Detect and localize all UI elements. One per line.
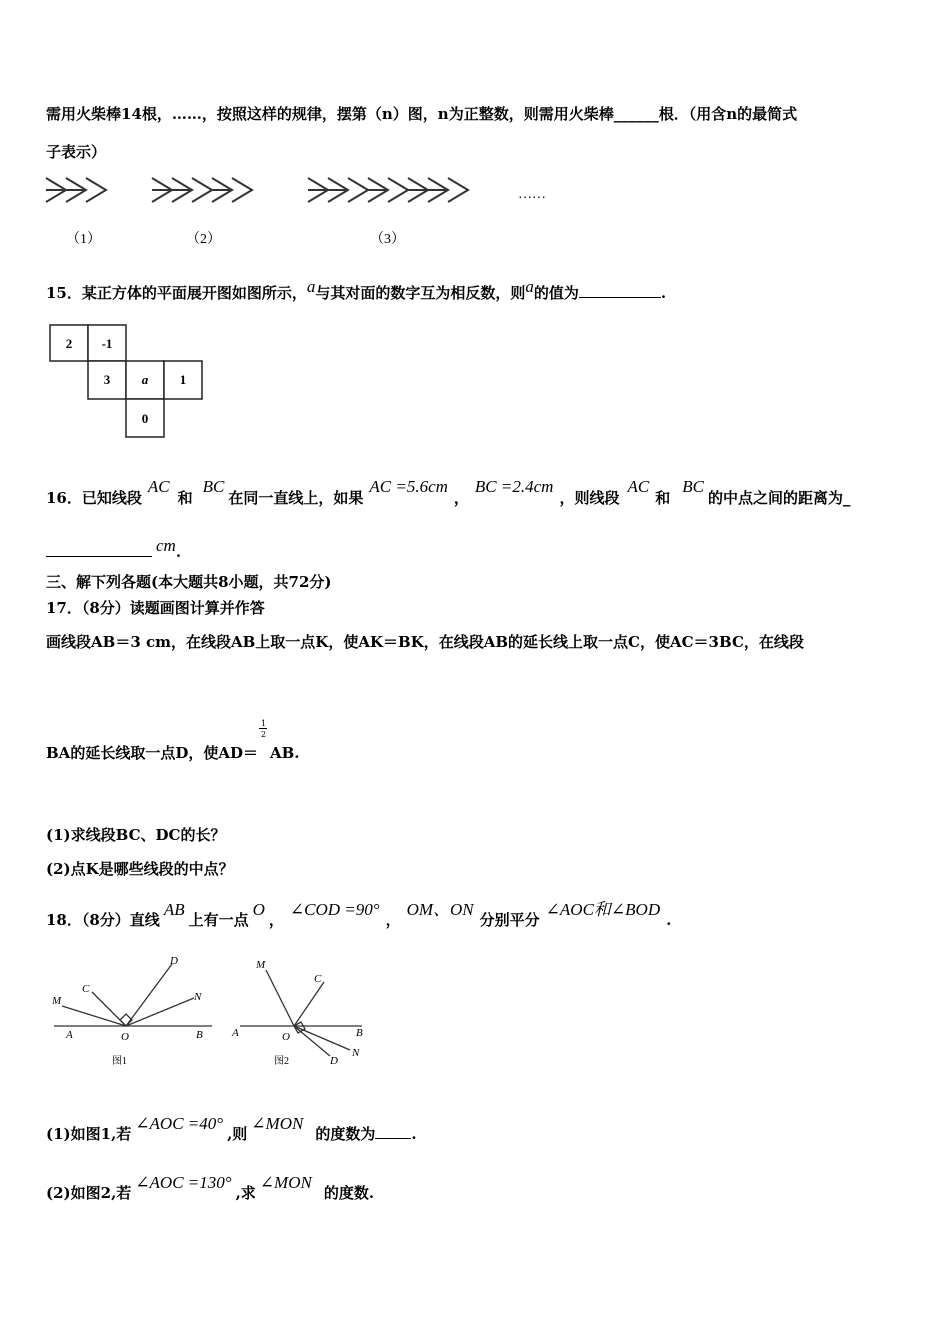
q17-line2 xyxy=(46,719,300,763)
q17-frac-den: 2 xyxy=(260,730,267,739)
q17-line1: 画线段AB＝3 cm，在线段AB上取一点K，使AK＝BK，在线段AB的延长线上取一点C，使AC＝3BC，在线段 xyxy=(46,633,804,651)
q18-sub1-suffix: 的度数为 xyxy=(315,1125,376,1143)
q16-text xyxy=(46,477,851,508)
q17-line2-prefix: BA的延长线取一点D，使AD＝ xyxy=(46,744,258,762)
q14-text-line2: 子表示） xyxy=(46,143,107,161)
fig1-label-N: N xyxy=(194,991,202,1003)
q17-frac-bar xyxy=(259,728,267,729)
q16-comma: ， xyxy=(453,489,469,507)
q16-mid1: 在同一直线上，如果 xyxy=(228,489,364,507)
q18-sub1-end: . xyxy=(411,1125,417,1143)
q18-omon: OM、ON xyxy=(406,900,474,919)
fig2-label-D: D xyxy=(330,1055,338,1067)
q16-eq1: AC =5.6cm xyxy=(369,477,448,496)
q18-sub1-answer-blank[interactable] xyxy=(375,1124,411,1139)
q18-ab: AB xyxy=(163,900,185,919)
q18-text xyxy=(46,900,672,930)
q16-end: . xyxy=(175,543,182,561)
q16-he: 和 xyxy=(177,489,193,507)
matchstick-figure-1 xyxy=(46,178,106,202)
q15-answer-blank[interactable] xyxy=(579,283,661,298)
cube-cell-2: 2 xyxy=(65,336,73,351)
q18-sub1-mon: ∠MON xyxy=(251,1114,304,1133)
q16-eq2: BC =2.4cm xyxy=(474,477,554,496)
cube-cell-neg1: -1 xyxy=(101,336,113,351)
q18-sub2-suffix: 的度数. xyxy=(323,1184,375,1202)
q17-fraction xyxy=(258,719,270,758)
q18-end: . xyxy=(666,911,672,929)
q18-comma: ， xyxy=(268,911,284,929)
q16-he-2: 和 xyxy=(655,489,671,507)
q15-prefix: 15．某正方体的平面展开图如图所示， xyxy=(46,284,307,302)
q17-sub1: (1)求线段BC、DC的长？ xyxy=(46,826,226,844)
q18-mid1: 上有一点 xyxy=(188,911,249,929)
q17-sub2: (2)点K是哪些线段的中点？ xyxy=(46,860,234,878)
q16-text-line2 xyxy=(46,536,182,562)
q18-sub2-mid: ,求 xyxy=(235,1184,256,1202)
fig1-label-A: A xyxy=(66,1029,73,1041)
fig1-label-O: O xyxy=(121,1031,129,1043)
q16-ac: AC xyxy=(147,477,170,496)
cube-cell-3: 3 xyxy=(103,372,111,387)
q18-sub1-prefix: (1)如图1,若 xyxy=(46,1125,132,1143)
q15-end: . xyxy=(660,284,667,302)
q18-sub2-mon: ∠MON xyxy=(259,1173,312,1192)
q16-bc: BC xyxy=(202,477,225,496)
fig1-label-D: D xyxy=(170,955,178,967)
q15-var-a: a xyxy=(306,277,316,296)
matchstick-figure-3 xyxy=(308,178,468,202)
q15-mid: 与其对面的数字互为相反数，则 xyxy=(315,284,526,302)
matchstick-figure-2 xyxy=(152,178,252,202)
fig2-label-A: A xyxy=(232,1027,239,1039)
q18-sub2 xyxy=(46,1173,375,1203)
cube-cell-1: 1 xyxy=(179,372,187,387)
q15-var-a-2: a xyxy=(525,277,534,296)
fig2-caption: 图2 xyxy=(274,1056,289,1067)
q17-title: 17．（8分）读题画图计算并作答 xyxy=(46,599,265,617)
fig2-label-B: B xyxy=(356,1027,363,1039)
fig1-label-B: B xyxy=(196,1029,203,1041)
q18-figure-1 xyxy=(44,952,224,1072)
q17-frac-num: 1 xyxy=(260,719,267,728)
fig1-caption: 图1 xyxy=(112,1056,127,1067)
q18-sub1-mid: ,则 xyxy=(227,1125,248,1143)
q18-sub2-prefix: (2)如图2,若 xyxy=(46,1184,132,1202)
fig1-label-C: C xyxy=(82,983,90,995)
section-3-heading: 三、解下列各题(本大题共8小题，共72分) xyxy=(46,573,332,591)
q18-sub2-angle: ∠AOC =130° xyxy=(135,1173,232,1192)
q15-text xyxy=(46,277,667,303)
matchstick-figures xyxy=(40,168,560,250)
cube-cell-a: a xyxy=(141,372,149,387)
q16-mid2: ，则线段 xyxy=(559,489,620,507)
fig2-label-M: M xyxy=(256,959,266,971)
q18-sub1 xyxy=(46,1114,417,1144)
fig1-label-M: M xyxy=(52,995,62,1007)
q18-mid2: 分别平分 xyxy=(479,911,540,929)
q18-sub1-angle: ∠AOC =40° xyxy=(135,1114,224,1133)
fig-label-3: （3） xyxy=(370,232,405,247)
q16-bc-2: BC xyxy=(682,477,704,496)
q18-o: O xyxy=(252,900,265,919)
q16-ac-2: AC xyxy=(627,477,650,496)
q17-line2-suffix: AB. xyxy=(269,744,300,762)
cube-net xyxy=(48,322,208,442)
fig-label-2: （2） xyxy=(186,232,221,247)
q16-unit: cm xyxy=(156,536,176,555)
fig2-label-C: C xyxy=(314,973,322,985)
q18-angles: ∠AOC和∠BOD xyxy=(545,900,661,919)
q18-cod: ∠COD =90° xyxy=(289,900,380,919)
q16-answer-blank[interactable] xyxy=(46,542,152,557)
q18-comma-2: ， xyxy=(385,911,401,929)
q18-figure-2 xyxy=(226,952,386,1072)
q16-suffix: 的中点之间的距离为_ xyxy=(707,489,851,507)
q16-prefix: 16．已知线段 xyxy=(46,489,142,507)
fig2-label-O: O xyxy=(282,1031,290,1043)
q18-prefix: 18．（8分）直线 xyxy=(46,911,160,929)
fig2-label-N: N xyxy=(352,1047,360,1059)
q15-suffix: 的值为 xyxy=(533,284,579,302)
fig-label-1: （1） xyxy=(66,232,101,247)
q14-text-line1: 需用火柴棒14根，……，按照这样的规律，摆第（n）图，n为正整数，则需用火柴棒______根．（用含n的最简式 xyxy=(46,105,798,123)
cube-cell-0: 0 xyxy=(141,411,149,426)
fig-ellipsis: …… xyxy=(518,187,546,202)
